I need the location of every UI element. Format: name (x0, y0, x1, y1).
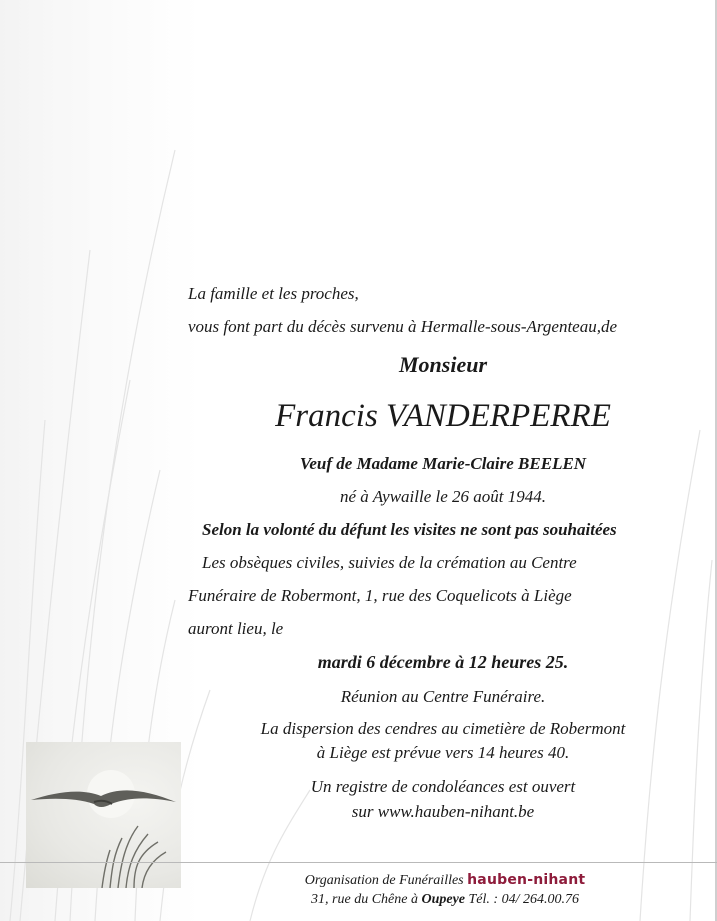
organisation-label: Organisation de Funérailles (304, 873, 464, 888)
funeral-line-3: auront lieu, le (188, 619, 284, 638)
phone-number: Tél. : 04/ 264.00.76 (468, 892, 579, 907)
dispersion-line-1: La dispersion des cendres au cimetière de Robermont (260, 719, 626, 738)
funeral-line-2: Funéraire de Robermont, 1, rue des Coquelicots à Liège (188, 586, 572, 605)
dispersion-line-2: à Liège est prévue vers 14 heures 40. (316, 743, 570, 762)
deceased-name: Francis VANDERPERRE (275, 398, 611, 434)
registry-line-1: Un registre de condoléances est ouvert (310, 777, 576, 796)
registry-line-2: sur www.hauben-nihant.be (351, 802, 535, 821)
footer-divider (0, 862, 717, 863)
spouse-line: Veuf de Madame Marie-Claire BEELEN (299, 454, 587, 473)
funeral-line-1: Les obsèques civiles, suivies de la crémation au Centre (202, 553, 577, 572)
visits-line: Selon la volonté du défunt les visites ne sont pas souhaitées (202, 520, 617, 539)
reunion-line: Réunion au Centre Funéraire. (340, 687, 546, 706)
footer-address-line (230, 892, 660, 908)
birth-line: né à Aywaille le 26 août 1944. (339, 487, 547, 506)
honorific-title: Monsieur (398, 352, 488, 377)
footer-organisation-line (230, 872, 660, 889)
address-city: Oupeye (421, 892, 466, 907)
date-time-line: mardi 6 décembre à 12 heures 25. (317, 652, 569, 672)
bird-icon (26, 742, 181, 888)
brand-logo-text: hauben-nihant (467, 872, 586, 888)
intro-line-1: La famille et les proches, (188, 284, 359, 303)
bird-grass-illustration (26, 742, 181, 888)
intro-line-2: vous font part du décès survenu à Hermalle-sous-Argenteau,de (188, 317, 618, 336)
address-label: 31, rue du Chêne à (311, 892, 418, 907)
